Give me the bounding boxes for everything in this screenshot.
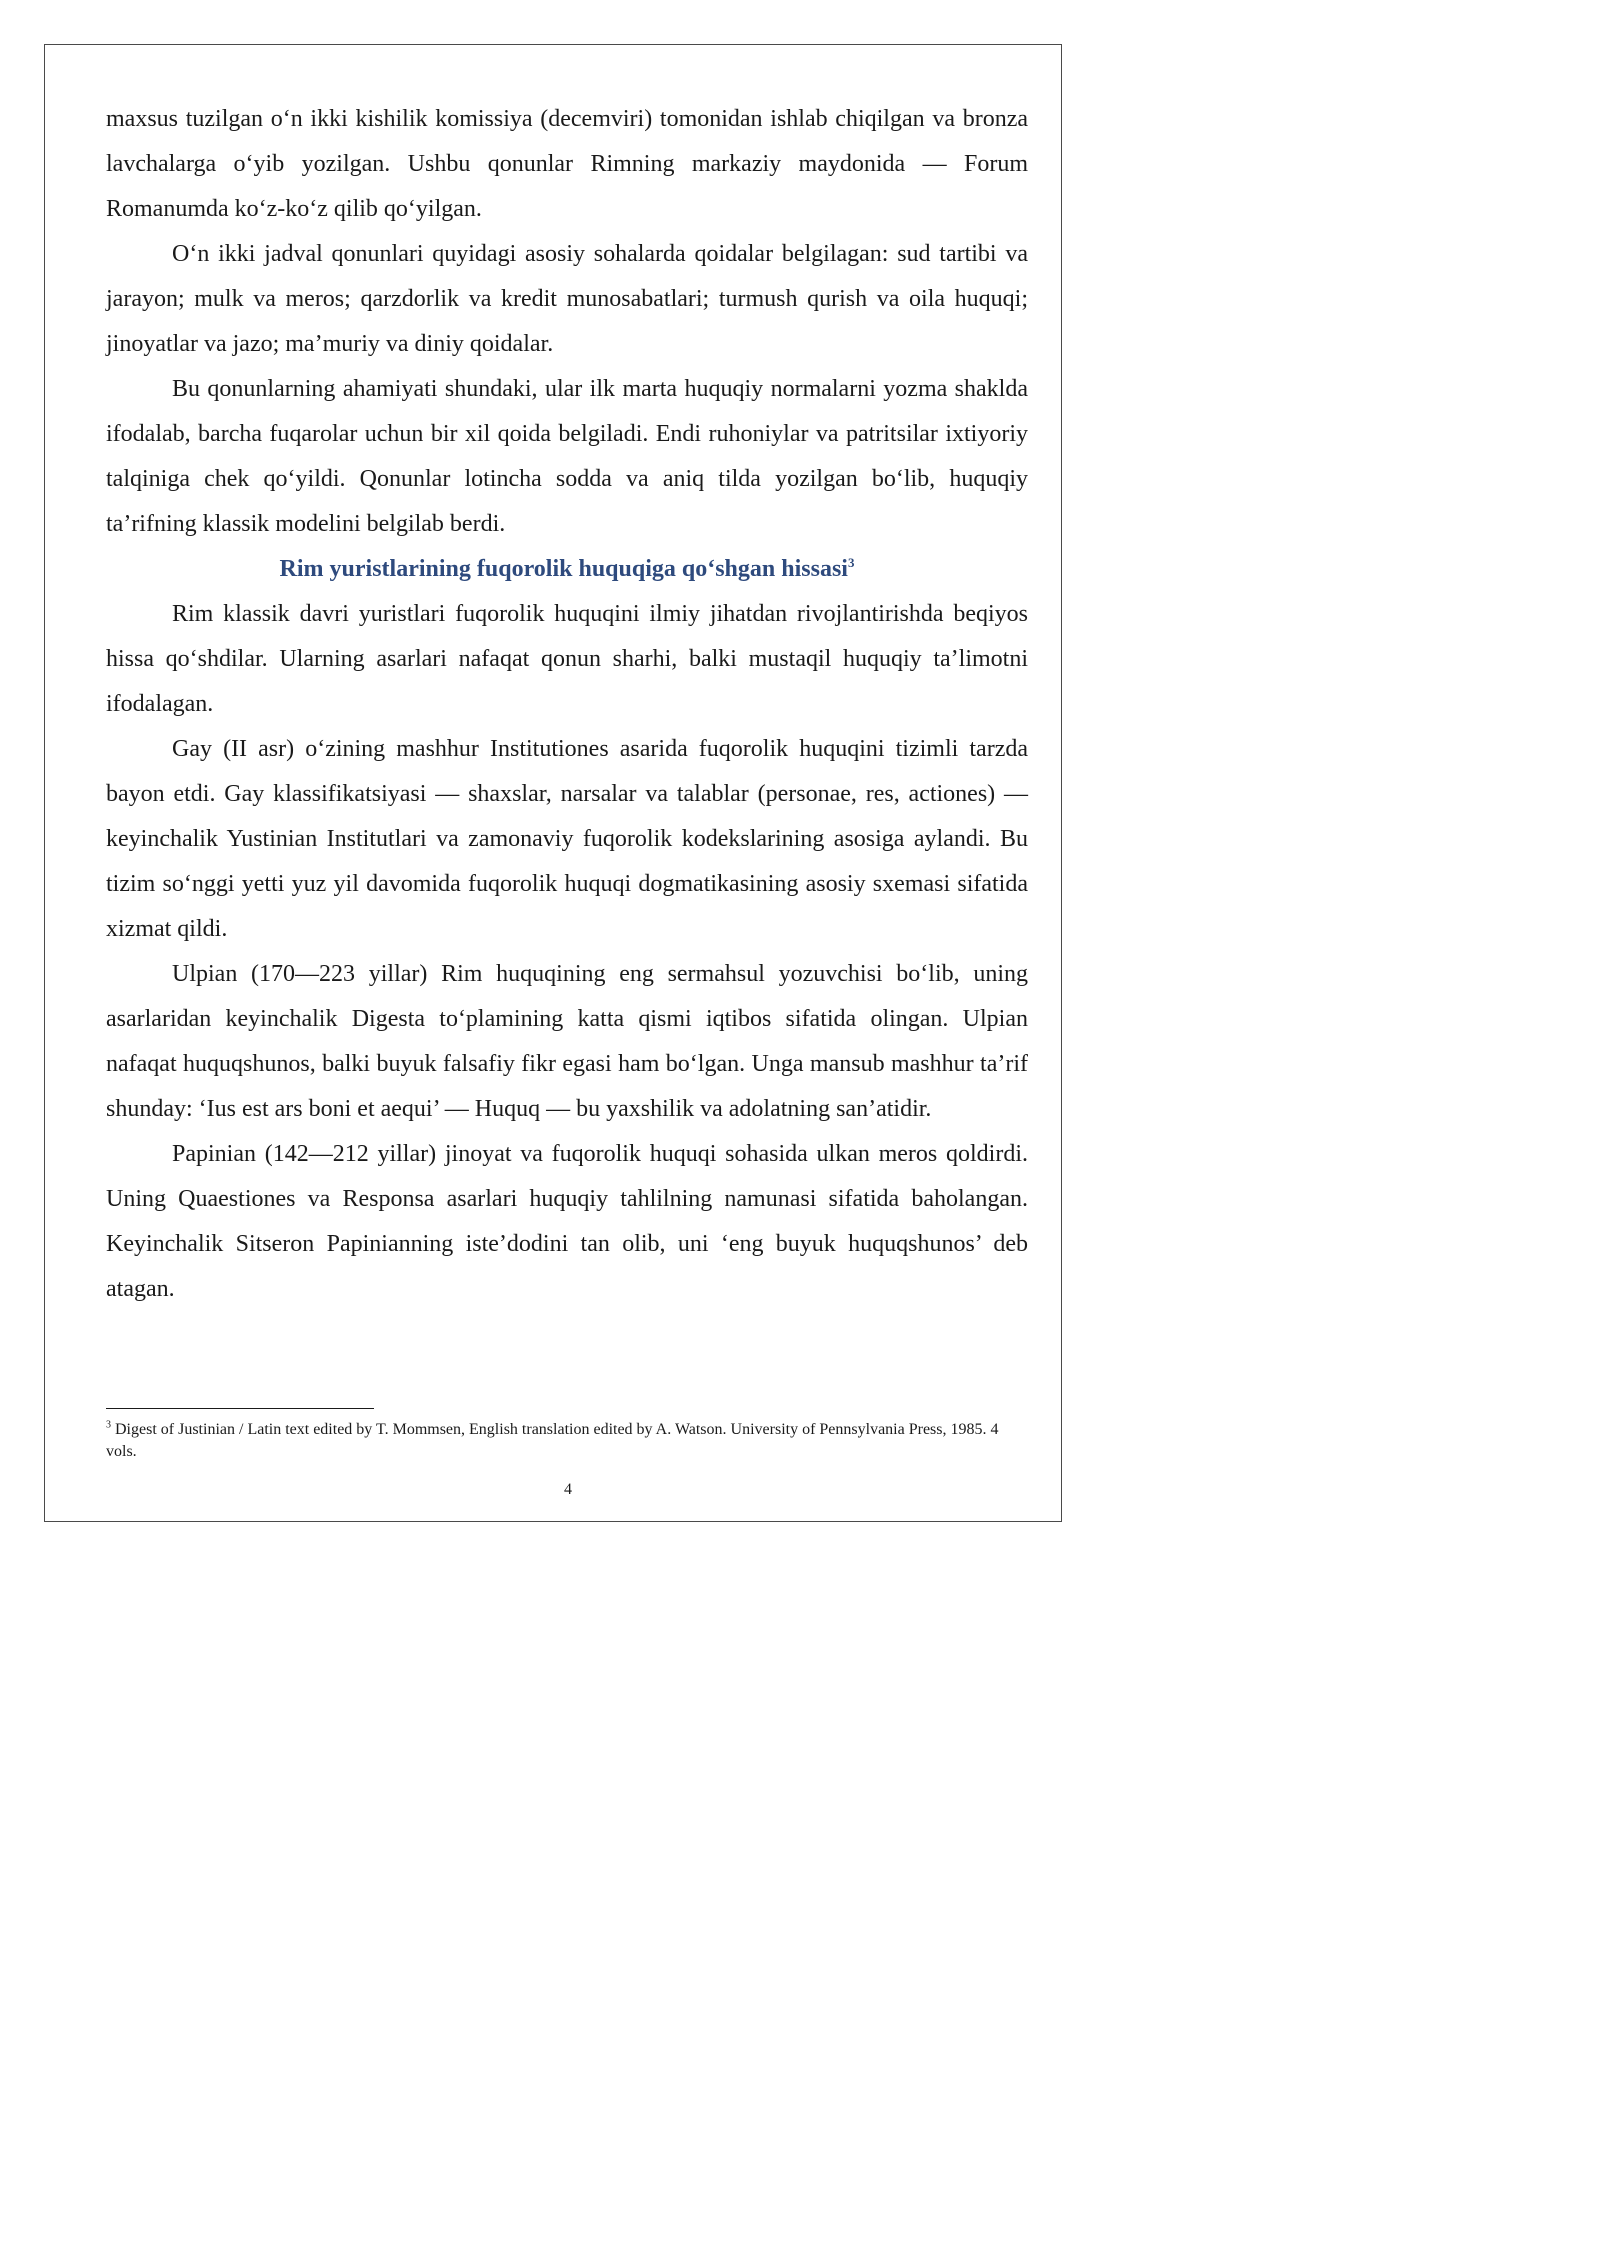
section-heading xyxy=(106,547,1028,592)
paragraph-classical-jurists: Rim klassik davri yuristlari fuqorolik huquqini ilmiy jihatdan rivojlantirishda beqiyos hissa qo‘shdilar. Ularning asarlari nafaqat qonun sharhi, balki mustaqil huquqiy ta’limotni ifodalagan. xyxy=(106,601,1028,717)
paragraph-continuation: maxsus tuzilgan o‘n ikki kishilik komissiya (decemviri) tomonidan ishlab chiqilgan va bronza lavchalarga o‘yib yozilgan. Ushbu qonunlar Rimning markaziy maydonida — Forum Romanumda ko‘z-ko‘z qilib qo‘yilgan. xyxy=(106,106,1028,222)
page-number: 4 xyxy=(564,1481,572,1498)
paragraph-ulpian: Ulpian (170—223 yillar) Rim huquqining eng sermahsul yozuvchisi bo‘lib, uning asarlaridan keyinchalik Digesta to‘plamining katta qismi iqtibos sifatida olingan. Ulpian nafaqat huquqshunos, balki buyuk falsafiy fikr egasi ham bo‘lgan. Unga mansub mashhur ta’rif shunday: ‘Ius est ars boni et aequi’ — Huquq — bu yaxshilik va adolatning san’atidir. xyxy=(106,961,1028,1122)
footnote-reference[interactable]: 3 xyxy=(847,555,855,570)
page-body xyxy=(106,97,1028,1312)
paragraph-twelve-tables-areas: O‘n ikki jadval qonunlari quyidagi asosiy sohalarda qoidalar belgilagan: sud tartibi va jarayon; mulk va meros; qarzdorlik va kredit munosabatlari; turmush qurish va oila huquqi; jinoyatlar va jazo; ma’muriy va diniy qoidalar. xyxy=(106,241,1028,357)
footnote-marker: 3 xyxy=(106,1419,111,1431)
paragraph-gaius: Gay (II asr) o‘zining mashhur Institutiones asarida fuqorolik huquqini tizimli tarzda bayon etdi. Gay klassifikatsiyasi — shaxslar, narsalar va talablar (personae, res, actiones) — keyinchalik Yustinian Institutlari va zamonaviy fuqorolik kodekslarining asosiga aylandi. Bu tizim so‘nggi yetti yuz yil davomida fuqorolik huquqi dogmatikasining asosiy sxemasi sifatida xizmat qildi. xyxy=(106,736,1028,942)
footnote-text: Digest of Justinian / Latin text edited by T. Mommsen, English translation edited by A. Watson. University of Pennsylvania Press, 1985. 4 vols. xyxy=(106,1421,999,1460)
footnote-separator xyxy=(106,1408,374,1409)
section-heading-text: Rim yuristlarining fuqorolik huquqiga qo‘shgan hissasi xyxy=(279,556,848,582)
paragraph-papinian: Papinian (142—212 yillar) jinoyat va fuqorolik huquqi sohasida ulkan meros qoldirdi. Uning Quaestiones va Responsa asarlari huquqiy tahlilning namunasi sifatida baholangan. Keyinchalik Sitseron Papinianning iste’dodini tan olib, uni ‘eng buyuk huquqshunos’ deb atagan. xyxy=(106,1141,1028,1302)
paragraph-twelve-tables-significance: Bu qonunlarning ahamiyati shundaki, ular ilk marta huquqiy normalarni yozma shaklda ifodalab, barcha fuqarolar uchun bir xil qoida belgiladi. Endi ruhoniylar va patritsilar ixtiyoriy talqiniga chek qo‘yildi. Qonunlar lotincha sodda va aniq tilda yozilgan bo‘lib, huquqiy ta’rifning klassik modelini belgilab berdi. xyxy=(106,376,1028,537)
footnote xyxy=(106,1419,1006,1463)
